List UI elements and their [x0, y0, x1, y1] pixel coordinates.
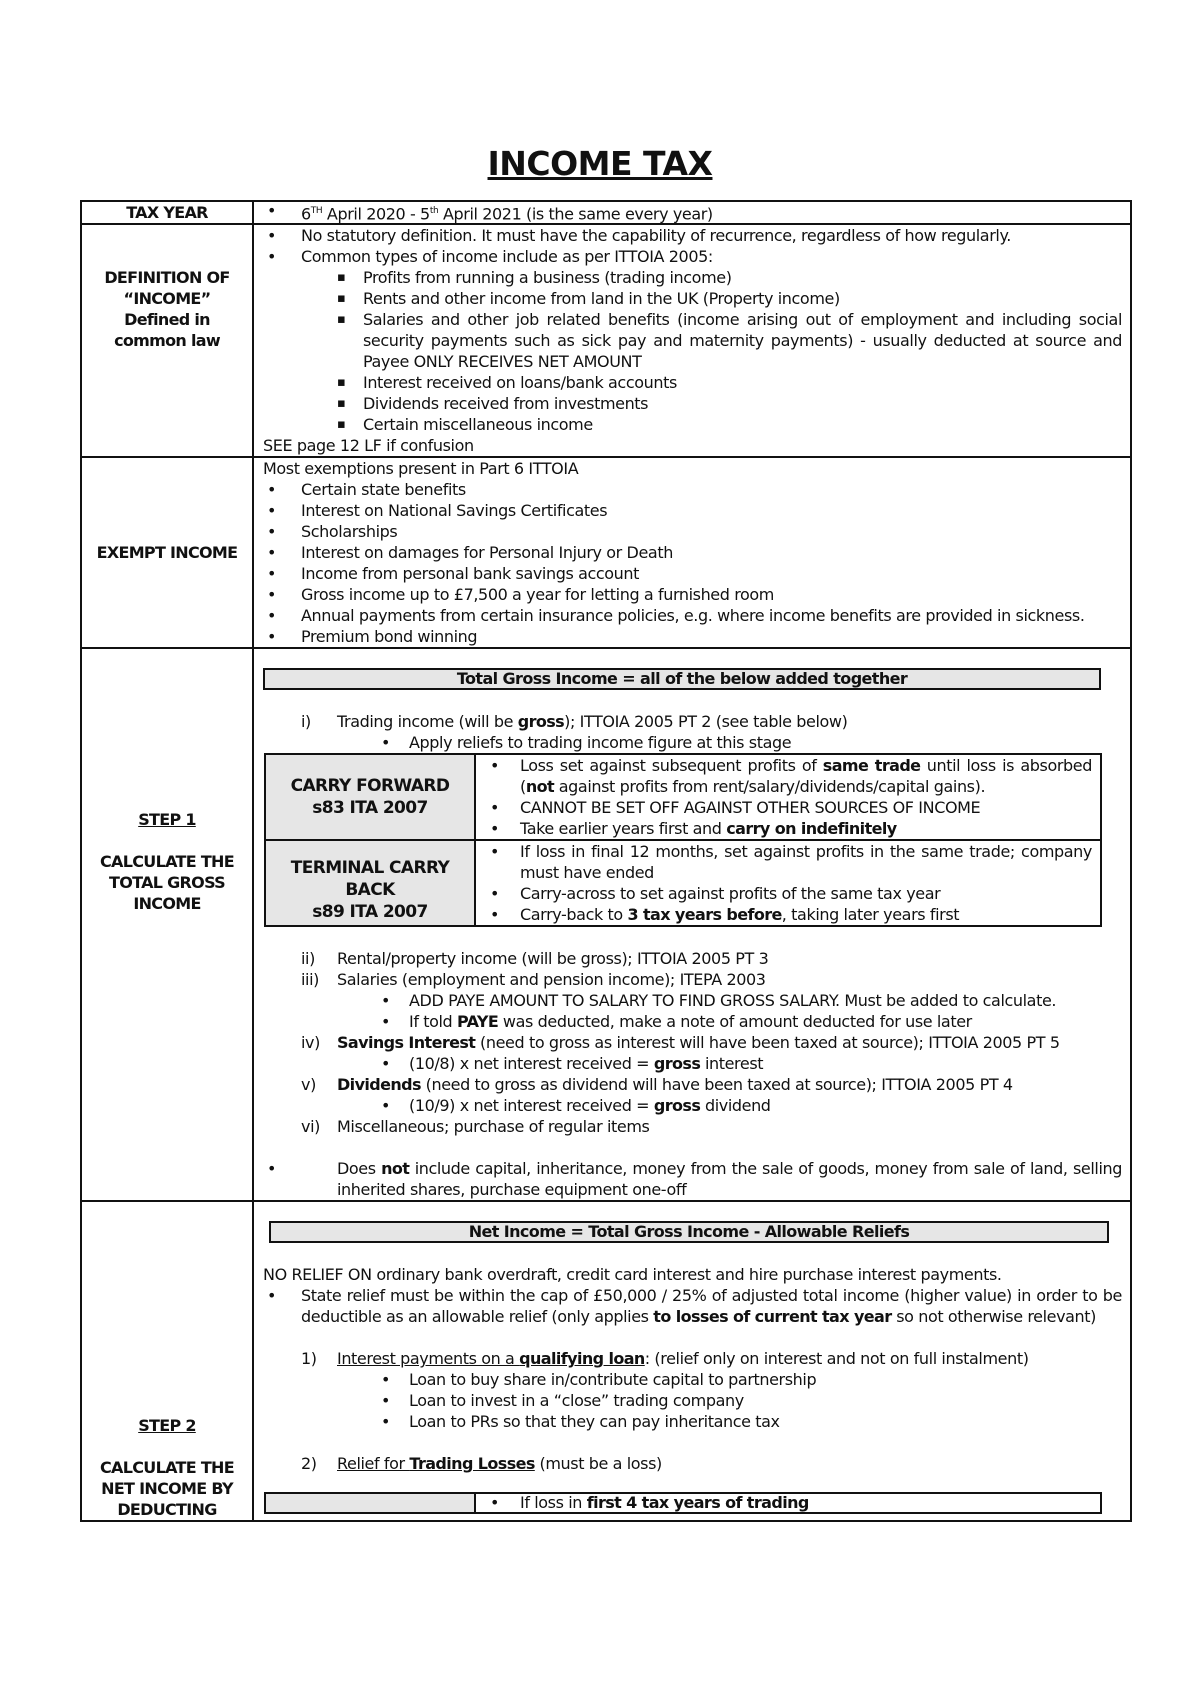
list-item: • Loss set against subsequent profits of same trade until loss is absorbed (not against profits from rent/salary/dividends/capital gains). — [482, 755, 1092, 797]
list-item: iii) Salaries (employment and pension income); ITEPA 2003 — [301, 970, 766, 990]
list-item: • Take earlier years first and carry on indefinitely — [482, 818, 1092, 839]
list-item: • (10/8) x net interest received = gross interest — [263, 1053, 1122, 1074]
total-gross-income-box: Total Gross Income = all of the below added together — [263, 668, 1101, 690]
list-item: • (10/9) x net interest received = gross dividend — [263, 1095, 1122, 1116]
list-item: • If told PAYE was deducted, make a note of amount deducted for use later — [263, 1011, 1122, 1032]
list-item: • Apply reliefs to trading income figure at this stage — [263, 732, 1122, 753]
tax-year-row — [81, 201, 1131, 224]
carry-forward-content — [475, 754, 1101, 840]
list-item: ▪ Interest received on loans/bank accounts — [263, 372, 1122, 393]
tax-year-content — [253, 201, 1131, 224]
list-item: • Scholarships — [263, 521, 1122, 542]
list-item: • Income from personal bank savings account — [263, 563, 1122, 584]
list-item: ▪ Dividends received from investments — [263, 393, 1122, 414]
exempt-content — [253, 457, 1131, 648]
definition-content — [253, 224, 1131, 457]
net-income-box: Net Income = Total Gross Income - Allowable Reliefs — [269, 1221, 1109, 1243]
tax-year-label: TAX YEAR — [81, 201, 253, 224]
definition-footer: SEE page 12 LF if confusion — [263, 436, 474, 456]
step1-label: STEP 1 CALCULATE THE TOTAL GROSS INCOME — [81, 648, 253, 1201]
terminal-carry-back-label: TERMINAL CARRY BACK s89 ITA 2007 — [265, 840, 475, 926]
list-item: • Premium bond winning — [263, 626, 1122, 647]
list-item: • Does not include capital, inheritance, money from the sale of goods, money from sale of land, selling inherited shares, purchase equipment one-off — [263, 1158, 1122, 1200]
list-item: • Carry-across to set against profits of the same tax year — [482, 883, 1092, 904]
list-item: ▪ Certain miscellaneous income — [263, 414, 1122, 435]
list-item: • Loan to invest in a “close” trading company — [263, 1390, 1122, 1411]
step2-content — [253, 1201, 1131, 1521]
list-item: iv) Savings Interest (need to gross as interest will have been taxed at source); ITTOIA 2005 PT 5 — [301, 1033, 1060, 1053]
income-tax-table — [80, 200, 1132, 1522]
list-item: i) Trading income (will be gross); ITTOIA 2005 PT 2 (see table below) — [301, 712, 848, 732]
list-item: • Gross income up to £7,500 a year for letting a furnished room — [263, 584, 1122, 605]
list-item: • If loss in final 12 months, set against profits in the same trade; company must have ended — [482, 841, 1092, 883]
table-row — [265, 1493, 1101, 1513]
exempt-intro: Most exemptions present in Part 6 ITTOIA — [263, 459, 579, 479]
no-relief-text: NO RELIEF ON ordinary bank overdraft, credit card interest and hire purchase interest payments. — [263, 1265, 1002, 1285]
table-row — [265, 754, 1101, 840]
exempt-label: EXEMPT INCOME — [81, 457, 253, 648]
list-item: ▪ Rents and other income from land in the UK (Property income) — [263, 288, 1122, 309]
list-item: • No statutory definition. It must have the capability of recurrence, regardless of how regularly. — [263, 225, 1122, 246]
list-item: ii) Rental/property income (will be gross); ITTOIA 2005 PT 3 — [301, 949, 769, 969]
list-item: vi) Miscellaneous; purchase of regular items — [301, 1117, 650, 1137]
step1-content — [253, 648, 1131, 1201]
list-item: • If loss in first 4 tax years of trading — [482, 1494, 1092, 1512]
list-item: • Interest on damages for Personal Injury or Death — [263, 542, 1122, 563]
table-row — [265, 840, 1101, 926]
trading-loss-table — [264, 753, 1102, 927]
list-item: • Common types of income include as per ITTOIA 2005: — [263, 246, 1122, 267]
list-item: • Annual payments from certain insurance policies, e.g. where income benefits are provided in sickness. — [263, 605, 1122, 626]
list-item: • CANNOT BE SET OFF AGAINST OTHER SOURCES OF INCOME — [482, 797, 1092, 818]
partial-content-cell — [475, 1493, 1101, 1513]
list-item: • Interest on National Savings Certificates — [263, 500, 1122, 521]
list-item: • Loan to buy share in/contribute capital to partnership — [263, 1369, 1122, 1390]
terminal-carry-back-content — [475, 840, 1101, 926]
list-item: • Carry-back to 3 tax years before, taking later years first — [482, 904, 1092, 925]
definition-label: DEFINITION OF “INCOME” Defined in common law — [81, 224, 253, 457]
list-item: 1) Interest payments on a qualifying loan: (relief only on interest and not on full instalment) — [301, 1349, 1029, 1369]
step2-label: STEP 2 CALCULATE THE NET INCOME BY DEDUCTING — [81, 1201, 253, 1521]
step1-row — [81, 648, 1131, 1201]
definition-row — [81, 224, 1131, 457]
list-item: 2) Relief for Trading Losses (must be a loss) — [301, 1454, 662, 1474]
partial-label-cell — [265, 1493, 475, 1513]
list-item: ▪ Salaries and other job related benefits (income arising out of employment and including social security payments such as sick pay and maternity payments) - usually deducted at source and Payee ONLY RECEIVES NET AMOUNT — [263, 309, 1122, 372]
list-item: • Loan to PRs so that they can pay inheritance tax — [263, 1411, 1122, 1432]
trading-losses-table-partial — [264, 1492, 1102, 1514]
step2-row — [81, 1201, 1131, 1521]
exempt-row — [81, 457, 1131, 648]
list-item: ▪ Profits from running a business (trading income) — [263, 267, 1122, 288]
page-title: INCOME TAX — [487, 144, 713, 183]
list-item: • Certain state benefits — [263, 479, 1122, 500]
list-item: v) Dividends (need to gross as dividend will have been taxed at source); ITTOIA 2005 PT 4 — [301, 1075, 1013, 1095]
list-item: • ADD PAYE AMOUNT TO SALARY TO FIND GROSS SALARY. Must be added to calculate. — [263, 990, 1122, 1011]
list-item: • State relief must be within the cap of £50,000 / 25% of adjusted total income (higher value) in order to be deductible as an allowable relief (only applies to losses of current tax year so not otherwise relevant) — [263, 1285, 1122, 1327]
carry-forward-label: CARRY FORWARD s83 ITA 2007 — [265, 754, 475, 840]
tax-year-item: • 6TH April 2020 - 5th April 2021 (is the same every year) — [263, 202, 1122, 223]
